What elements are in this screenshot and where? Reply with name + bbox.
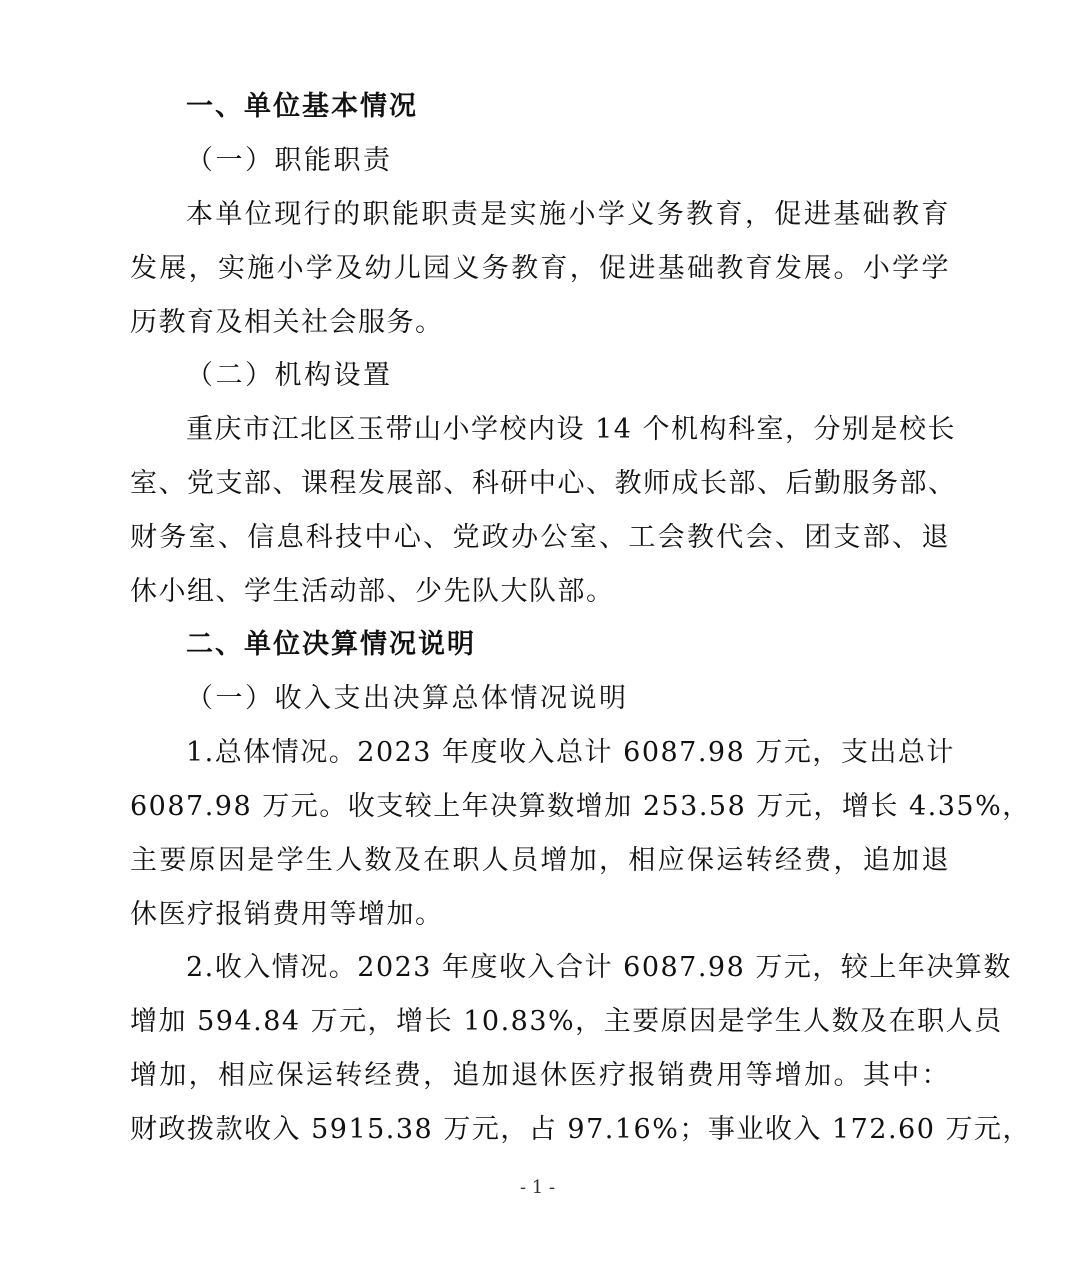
paragraph-line: 休医疗报销费用等增加。 (130, 899, 444, 930)
paragraph-line: 发展，实施小学及幼儿园义务教育，促进基础教育发展。小学学 (130, 253, 950, 284)
paragraph-line: 财政拨款收入 5915.38 万元，占 97.16%；事业收入 172.60 万元， (130, 1114, 1031, 1145)
paragraph-line: 本单位现行的职能职责是实施小学义务教育，促进基础教育 (186, 199, 950, 230)
subsection-heading-income-expenditure: （一）收入支出决算总体情况说明 (186, 683, 629, 714)
section-heading-final-accounts: 二、单位决算情况说明 (186, 629, 476, 660)
paragraph-line: 2.收入情况。2023 年度收入合计 6087.98 万元，较上年决算数 (186, 952, 1012, 983)
paragraph-line: 增加 594.84 万元，增长 10.83%，主要原因是学生人数及在职人员 (130, 1006, 1003, 1037)
paragraph-line: 主要原因是学生人数及在职人员增加，相应保运转经费，追加退 (130, 845, 950, 876)
paragraph-line: 增加，相应保运转经费，追加退休医疗报销费用等增加。其中： (130, 1060, 950, 1091)
paragraph-line: 休小组、学生活动部、少先队大队部。 (130, 576, 615, 607)
section-heading-unit-basic-info: 一、单位基本情况 (186, 91, 418, 122)
paragraph-line: 财务室、信息科技中心、党政办公室、工会教代会、团支部、退 (130, 522, 950, 553)
paragraph-line: 历教育及相关社会服务。 (130, 307, 444, 338)
paragraph-line: 6087.98 万元。收支较上年决算数增加 253.58 万元，增长 4.35%， (130, 791, 1031, 822)
paragraph-line: 室、党支部、课程发展部、科研中心、教师成长部、后勤服务部、 (130, 468, 957, 499)
subsection-heading-organization: （二）机构设置 (186, 360, 393, 391)
paragraph-line: 1.总体情况。2023 年度收入总计 6087.98 万元，支出总计 (186, 737, 955, 768)
page-number: - 1 - (519, 1177, 556, 1198)
paragraph-line: 重庆市江北区玉带山小学校内设 14 个机构科室，分别是校长 (186, 414, 957, 445)
subsection-heading-functions: （一）职能职责 (186, 145, 393, 176)
